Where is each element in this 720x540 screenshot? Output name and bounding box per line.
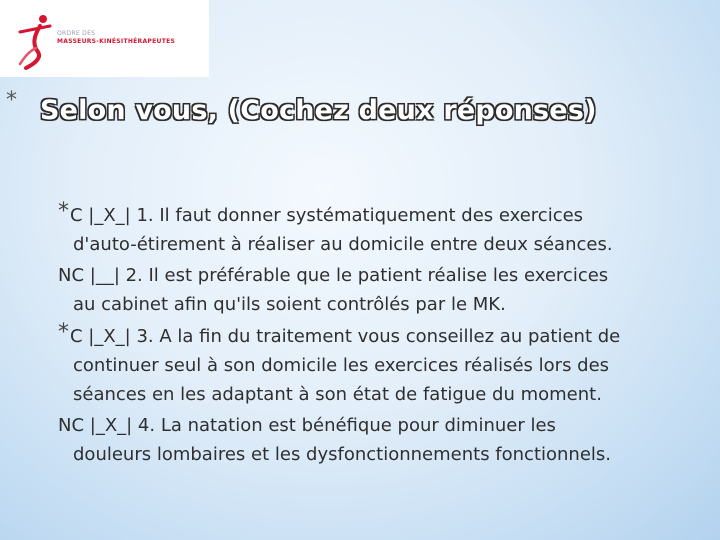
answer-item-3	[58, 322, 708, 409]
item-line: douleurs lombaires et les dysfonctionnements fonctionnels.	[73, 444, 612, 465]
logo	[0, 0, 209, 77]
answer-item-1	[58, 201, 708, 259]
item-line: séances en les adaptant à son état de fatigue du moment.	[73, 384, 602, 405]
item-line: C |_X_| 3. A la fin du traitement vous conseillez au patient de	[70, 326, 621, 347]
logo-line-2: MASSEURS-KINÉSITHÉRAPEUTES	[57, 38, 176, 45]
item-line: NC |__| 2. Il est préférable que le patient réalise les exercices	[58, 265, 609, 286]
logo-text	[57, 30, 175, 46]
item-line: d'auto-étirement à réaliser au domicile entre deux séances.	[73, 234, 613, 255]
item-line: NC |_X_| 4. La natation est bénéfique pour diminuer les	[58, 415, 556, 436]
answer-item-4	[58, 411, 708, 469]
page-title: Selon vous, (Cochez deux réponses)	[40, 95, 597, 126]
item-line: au cabinet afin qu'ils soient contrôlés par le MK.	[73, 294, 506, 315]
kinesitherapist-figure-icon	[16, 12, 56, 70]
item-line: C |_X_| 1. Il faut donner systématiquement des exercices	[70, 205, 584, 226]
item-bullet: *	[58, 320, 69, 345]
item-bullet: *	[58, 199, 69, 224]
item-line: continuer seul à son domicile les exercices réalisés lors des	[73, 355, 610, 376]
answer-item-2	[58, 261, 708, 319]
title-bullet: *	[6, 88, 17, 113]
logo-line-1: ORDRE DES	[57, 30, 96, 37]
